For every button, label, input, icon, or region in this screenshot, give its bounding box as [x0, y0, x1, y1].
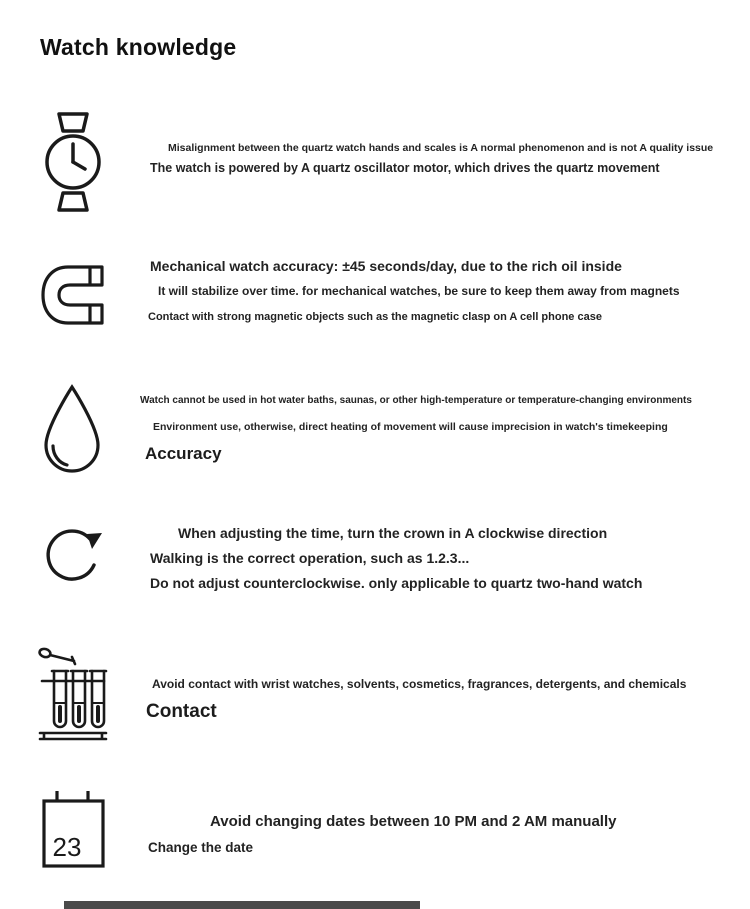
section-text-line: Change the date	[148, 840, 254, 855]
section-text-line: Do not adjust counterclockwise. only applicable to quartz two-hand watch	[150, 575, 643, 591]
section-text-line: Avoid contact with wrist watches, solvents, cosmetics, fragrances, detergents, and chemicals	[152, 677, 687, 691]
page-title: Watch knowledge	[40, 34, 237, 60]
section-crown-adjustment	[0, 518, 750, 598]
section-text-line: Environment use, otherwise, direct heating of movement will cause imprecision in watch's timekeeping	[153, 421, 668, 433]
watch-icon	[42, 112, 104, 212]
section-heading-accuracy: Accuracy	[145, 444, 222, 463]
section-text-line: When adjusting the time, turn the crown in A clockwise direction	[178, 525, 608, 541]
calendar-icon	[40, 788, 106, 874]
section-magnetism	[0, 258, 750, 338]
section-text-line: The watch is powered by A quartz oscillator motor, which drives the quartz movement	[150, 161, 660, 175]
section-text-line: It will stabilize over time. for mechanical watches, be sure to keep them away from magnets	[158, 284, 680, 298]
section-text-line: Watch cannot be used in hot water baths, saunas, or other high-temperature or temperature-changing environments	[140, 395, 692, 406]
section-heading-contact: Contact	[146, 701, 217, 722]
water-drop-icon	[40, 383, 104, 475]
section-text-line: Contact with strong magnetic objects such as the magnetic clasp on A cell phone case	[148, 311, 602, 323]
section-temperature	[0, 383, 750, 483]
section-change-date	[0, 788, 750, 878]
section-chemicals	[0, 645, 750, 745]
section-text-line: Mechanical watch accuracy: ±45 seconds/day, due to the rich oil inside	[150, 258, 622, 274]
rotate-arrow-icon	[42, 520, 104, 584]
section-text-line: Avoid changing dates between 10 PM and 2 AM manually	[210, 813, 617, 830]
section-text-line: Walking is the correct operation, such as 1.2.3...	[150, 550, 470, 566]
section-quartz-movement	[0, 112, 750, 222]
next-section-edge	[64, 901, 420, 909]
test-tubes-icon	[36, 645, 110, 743]
magnet-icon	[40, 264, 106, 326]
section-text-line: Misalignment between the quartz watch hands and scales is A normal phenomenon and is not A quality issue	[168, 142, 714, 154]
calendar-day-number: 23	[52, 832, 82, 862]
